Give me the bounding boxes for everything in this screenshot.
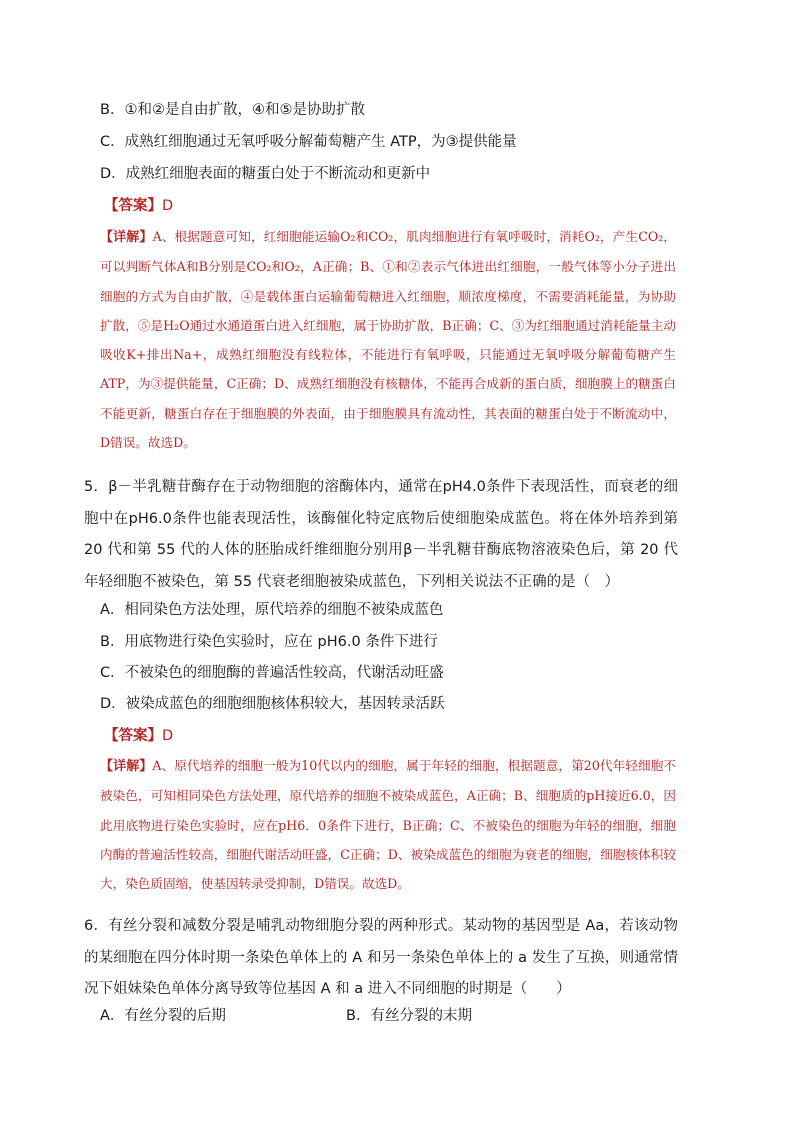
q4-answer: [104, 196, 173, 216]
q6-option-a: A．有丝分裂的后期: [100, 1008, 226, 1024]
answer-tag: 【答案】: [104, 728, 162, 744]
q6-option-b: B．有丝分裂的末期: [346, 1008, 472, 1024]
q6-stem: 6．有丝分裂和减数分裂是哺乳动物细胞分裂的两种形式。某动物的基因型是 Aa，若该动物的某细胞在四分体时期一条染色单体上的 A 和另一条染色单体上的 a 发生了互换，则通常情况下姐妹染色单体分离导致等位基因 A 和 a 进入不同细胞的时期是（ ）: [84, 918, 678, 997]
answer-value: D: [162, 198, 174, 214]
q4-explanation: [100, 222, 676, 457]
q5-option-a: A．相同染色方法处理，原代培养的细胞不被染成蓝色: [100, 602, 444, 618]
explanation-tag: 【详解】: [100, 759, 153, 774]
explanation-text: A、根据题意可知，红细胞能运输O₂和CO₂，肌肉细胞进行有氧呼吸时，消耗O₂，产生CO₂，可以判断气体A和B分别是CO₂和O₂，A正确；B、①和②表示气体进出红细胞，一般气体等小分子进出细胞的方式为自由扩散，④是载体蛋白运输葡萄糖进入红细胞，顺浓度梯度，不需要消耗能量，为协助扩散，⑤是H₂O通过水通道蛋白进入红细胞，属于协助扩散，B正确；C、③为红细胞通过消耗能量主动吸收K+排出Na+，成熟红细胞没有线粒体，不能进行有氧呼吸，只能通过无氧呼吸分解葡萄糖产生ATP，为③提供能量，C正确；D、成熟红细胞没有核糖体，不能再合成新的蛋白质，细胞膜上的糖蛋白不能更新，糖蛋白存在于细胞膜的外表面，由于细胞膜具有流动性，其表面的糖蛋白处于不断流动中，D错误。故选D。: [100, 229, 676, 451]
explanation-tag: 【详解】: [100, 230, 153, 245]
q5-option-c: C．不被染色的细胞酶的普遍活性较高，代谢活动旺盛: [100, 665, 444, 681]
q5-answer: [104, 726, 173, 746]
answer-value: D: [162, 728, 174, 744]
explanation-text: A、原代培养的细胞一般为10代以内的细胞，属于年轻的细胞，根据题意，第20代年轻细胞不被染色，可知相同染色方法处理，原代培养的细胞不被染成蓝色，A正确；B、细胞质的pH接近6.0，因此用底物进行染色实验时，应在pH6．0条件下进行，B正确；C、不被染色的细胞为年轻的细胞，细胞内酶的普遍活性较高，细胞代谢活动旺盛，C正确；D、被染成蓝色的细胞为衰老的细胞，细胞核体积较大，染色质固缩，使基因转录受抑制，D错误。故选D。: [100, 758, 676, 892]
answer-tag: 【答案】: [104, 198, 162, 214]
q4-option-b: B．①和②是自由扩散，④和⑤是协助扩散: [100, 102, 365, 118]
q5-option-d: D．被染成蓝色的细胞细胞核体积较大，基因转录活跃: [100, 696, 445, 712]
q4-option-d: D．成熟红细胞表面的糖蛋白处于不断流动和更新中: [100, 166, 431, 182]
q4-option-c: C．成熟红细胞通过无氧呼吸分解葡萄糖产生 ATP，为③提供能量: [100, 134, 517, 150]
q5-stem: 5．β－半乳糖苷酶存在于动物细胞的溶酶体内，通常在pH4.0条件下表现活性，而衰老的细胞中在pH6.0条件也能表现活性，该酶催化特定底物后使细胞染成蓝色。将在体外培养到第 20 代和第 55 代的人体的胚胎成纤维细胞分别用β－半乳糖苷酶底物溶液染色后，第 20 代年轻细胞不被染色，第 55 代衰老细胞被染成蓝色，下列相关说法不正确的是（ ）: [84, 479, 678, 590]
q5-explanation: [100, 751, 676, 898]
q5-option-b: B．用底物进行染色实验时，应在 pH6.0 条件下进行: [100, 634, 438, 650]
